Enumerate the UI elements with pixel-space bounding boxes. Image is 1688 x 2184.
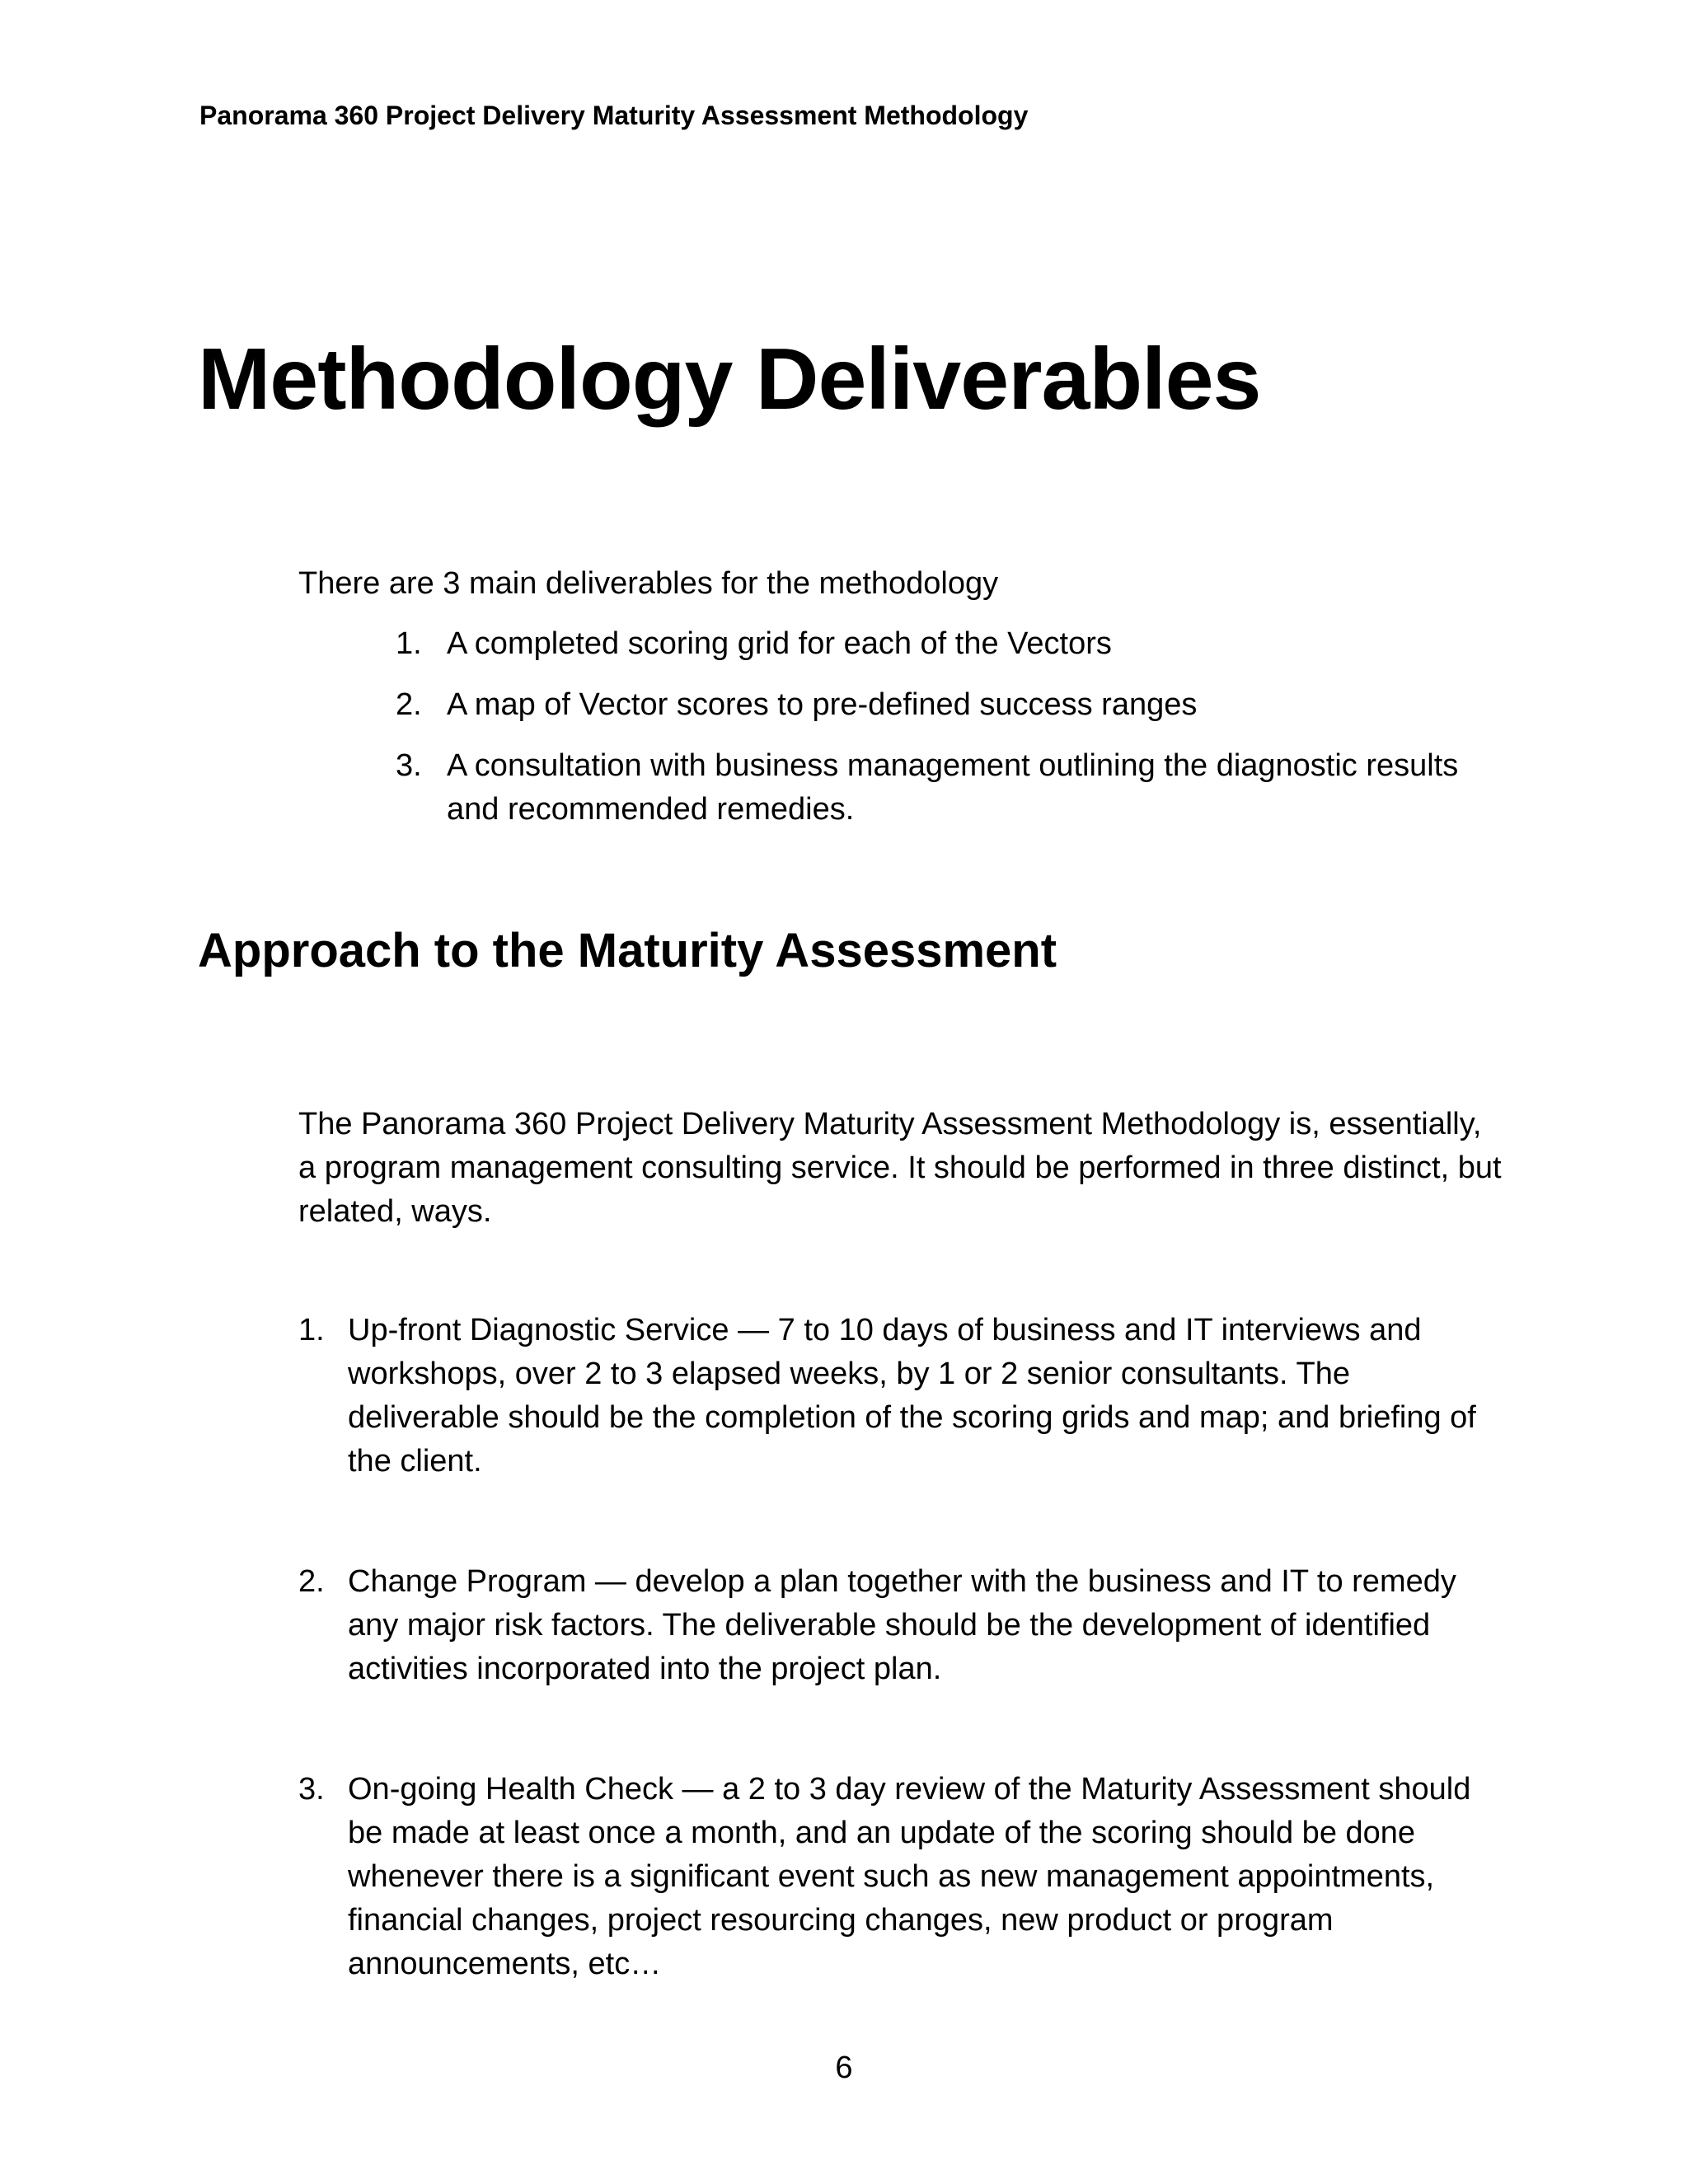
- list-item-number: 2.: [396, 687, 422, 722]
- list-item-text: A completed scoring grid for each of the Vectors: [447, 626, 1112, 661]
- list-item: [396, 683, 1484, 727]
- list-item: [396, 744, 1484, 832]
- list-item-number: 1.: [298, 1313, 325, 1347]
- list-item-number: 2.: [298, 1564, 325, 1599]
- approach-list: [298, 1309, 1502, 2063]
- list-item-text: Change Program — develop a plan together with the business and IT to remedy any major risk factors. The deliverable should be the development of identified activities incorporated into the project plan.: [348, 1564, 1456, 1686]
- page-title: Methodology Deliverables: [198, 330, 1261, 428]
- page-number: 6: [835, 2050, 853, 2085]
- running-header: Panorama 360 Project Delivery Maturity Assessment Methodology: [199, 101, 1029, 130]
- deliverables-intro: There are 3 main deliverables for the methodology: [298, 566, 999, 601]
- list-item: [298, 1309, 1502, 1483]
- section-heading: Approach to the Maturity Assessment: [198, 924, 1057, 977]
- list-item-text: A map of Vector scores to pre-defined success ranges: [447, 687, 1198, 722]
- approach-paragraph: The Panorama 360 Project Delivery Maturity Assessment Methodology is, essentially, a program management consulting service. It should be performed in three distinct, but related, ways.: [298, 1107, 1502, 1229]
- list-item-text: On-going Health Check — a 2 to 3 day review of the Maturity Assessment should be made at least once a month, and an update of the scoring should be done whenever there is a significant event such as new management appointments, financial changes, project resourcing changes, new product or program announcements, etc…: [348, 1772, 1471, 1981]
- list-item: [298, 1768, 1502, 1986]
- list-item-text: Up-front Diagnostic Service — 7 to 10 days of business and IT interviews and workshops, over 2 to 3 elapsed weeks, by 1 or 2 senior consultants. The deliverable should be the completion of the scoring grids and map; and briefing of the client.: [348, 1313, 1476, 1479]
- list-item: [298, 1560, 1502, 1691]
- list-item-number: 3.: [298, 1772, 325, 1807]
- list-item-number: 1.: [396, 626, 422, 661]
- list-item-text: A consultation with business management outlining the diagnostic results and recommended remedies.: [447, 748, 1459, 827]
- list-item-number: 3.: [396, 748, 422, 783]
- list-item: [396, 622, 1484, 666]
- deliverables-list: [396, 622, 1484, 849]
